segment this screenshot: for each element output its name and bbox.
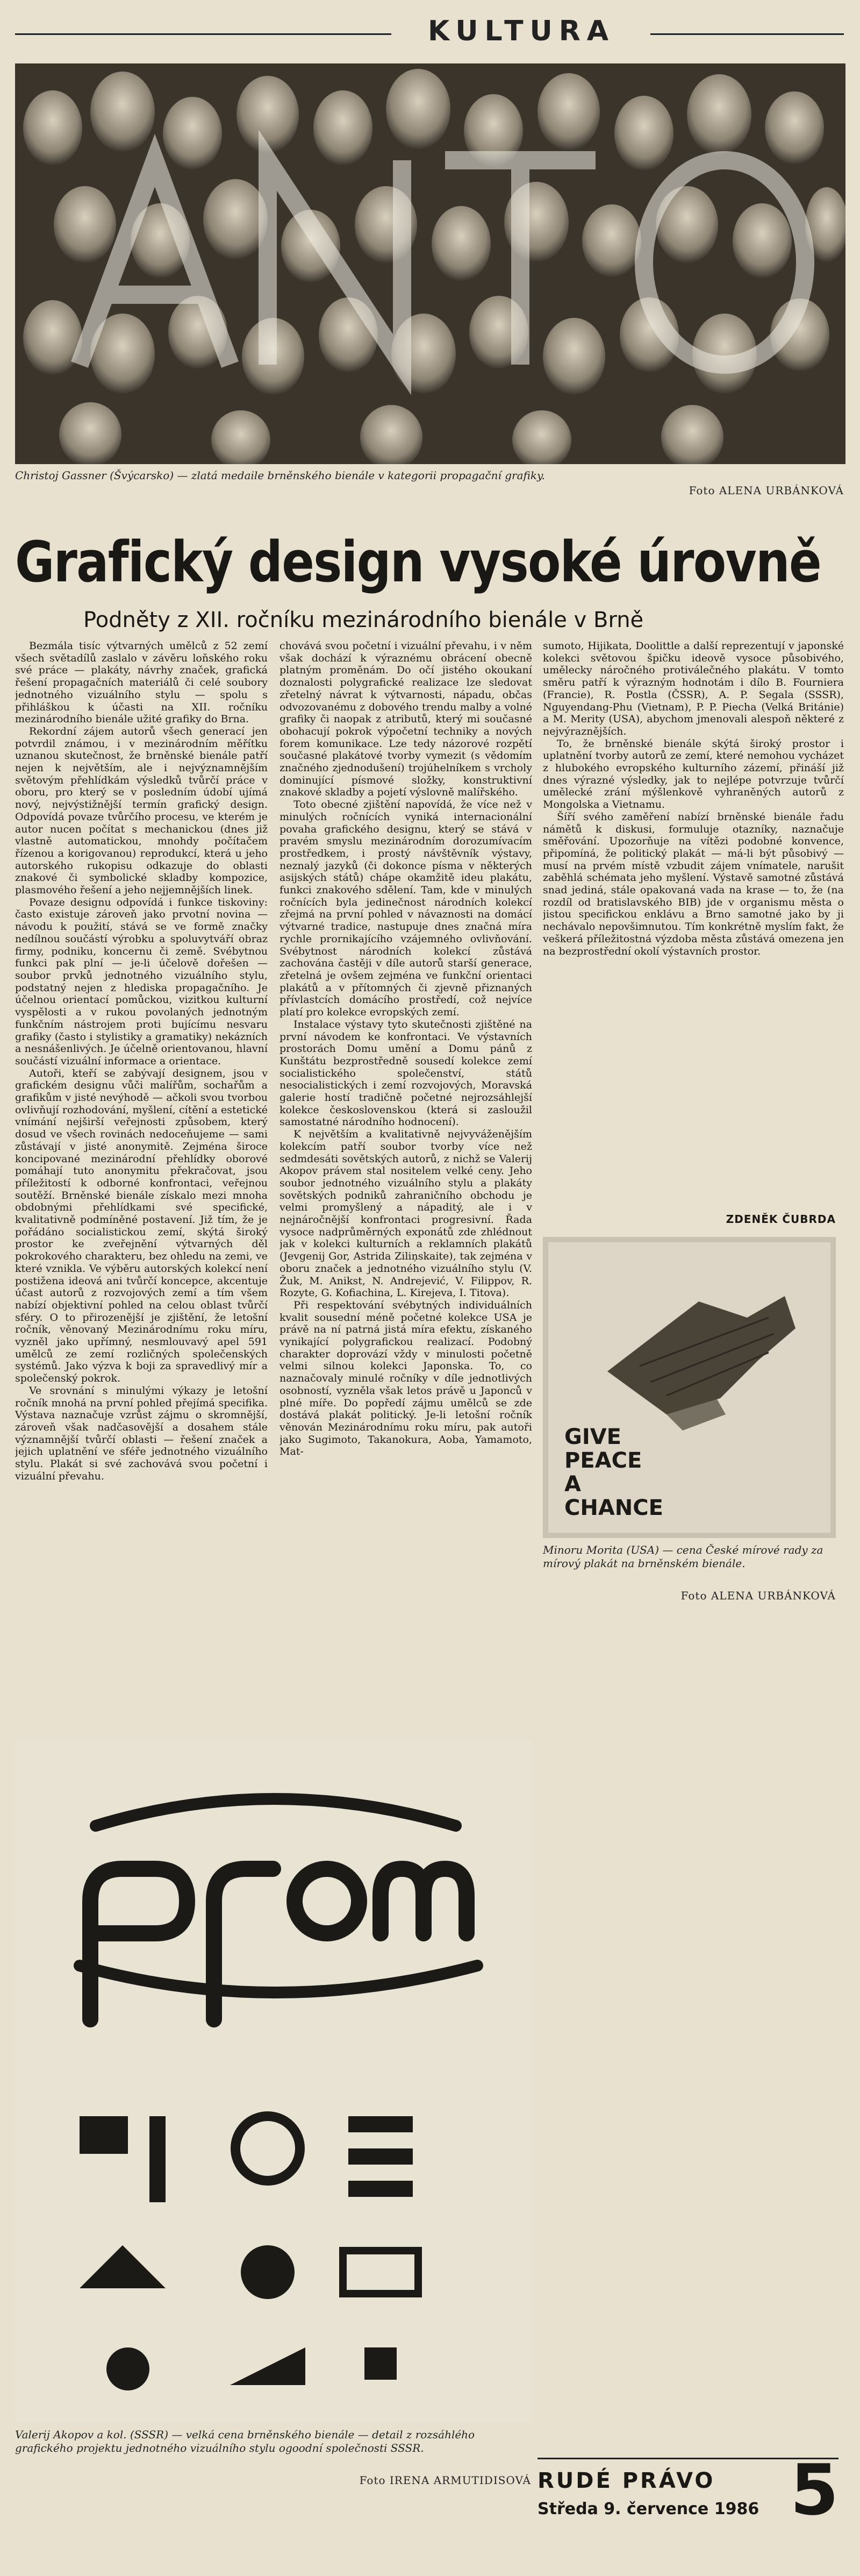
subheadline: Podněty z XII. ročníku mezinárodního bienále v Brně [83,608,644,632]
peace-poster-credit-wrap [543,1589,836,1604]
poster-text [564,1425,726,1520]
headline: Grafický design vysoké úrovně [15,529,821,595]
paragraph: Instalace výstavy tyto skutečnosti zjištěné na první návodem ke konfrontaci. Ve výstavních prostorách Domu umění a Domu pánů z Kunštátu bezprostředně sousedí kolekce zemí socialistického společenství, států nesocialistických i zemí rozvojových, Moravská galerie hostí tradičně početné nejrozsáhlejší kolekce československou (která si zasloužil samostatné národního hodnocení). [280,1018,532,1128]
paragraph: Ve srovnání s minulými výkazy je letošní ročník mnohá na první pohled přejímá specifika. Výstava naznačuje vzrůst zájmu o skromnější, zároveň však nadčasovější a dosahem stále významnější tvůrčí oblasti — řešení značek a jejich uplatnění ve sféře jednotného vizuálního stylu. Plakát si své zachovává svou početní i vizuální převahu. [15,1384,268,1482]
section-title: KULTURA [427,15,615,47]
article-column-1 [15,640,268,1732]
promo-logo-photo [15,1740,531,2423]
paragraph: Rekordní zájem autorů všech generací jen potvrdil známou, i v mezinárodním měřítku uznanou skutečnost, že brněnské bienále patří nejen k největším, ale i nejvýznamnějším světovým přehlídkám výsledků tvůrčí práce v oboru, pro který se v posledním údobí ujímá nový, nejvýstižnější termín grafický design. Odpovídá povaze tvůrčího procesu, ve kterém je autor nucen počítat s mechanickou (dnes již vlastně automatickou, mnohdy počítačem řízenou a korigovanou) reprodukcí, která u jeho autorského rukopisu odkazuje do oblasti znakové či symbolické skladby kompozice, plasmového řešení a jeho nejjemnějších linek. [15,725,268,896]
paragraph: Šíří svého zaměření nabízí brněnské bienále řadu námětů k diskusi, formuluje otazníky, naznačuje směřování. Upozorňuje na vítězi podobné konvence, připomíná, že politický plakát — má-li být působivý — musí na prvém místě vzbudit zájem vnímatele, narušit zaběhlá schémata jeho myšlení. Výstavě samotné zůstává snad jediná, stále opakovaná vada na krase — to, že (na rozdíl od bratislavského BIB) jde v organismu města o jistou specifickou enklávu a Brno samotné jako by ji nechávalo nepovšimnutou. Tím konkrétně myslím fakt, že veškerá příležitostná výzdoba města zůstává omezena jen na bezprostřední okolí výstavních prostor. [543,810,844,957]
promo-credit: Foto IRENA ARMUTIDISOVÁ [359,2474,531,2487]
paragraph: sumoto, Hijikata, Doolittle a další reprezentují v japonské kolekci světovou špičku ideově vysoce působivého, umělecky náročného protiválečného plakátu. V tomto směru patří k výrazným hodnotám i dílo B. Fourniera (Francie), R. Postla (ČSSR), A. P. Segala (SSSR), Nguyendang-Phu (Vietnam), P. P. Piecha (Velká Británie) a M. Merity (USA), abychom jmenovali alespoň některé z nejvýraznějších. [543,640,844,737]
paragraph: Toto obecné zjištění napovídá, že více než v minulých ročnících vyniká internacionální povaha grafického designu, který se stává v pravém smyslu mezinárodním dorozumívacím prostředkem, i prostý návštěvník výstavy, neznalý jazyků (či dokonce písma v některých asijských států) chápe okamžitě ideu plakátu, funkci znakového sdělení. Tam, kde v minulých ročnících byla jedinečnost národních kolekcí zřejmá na první pohled v návaznosti na domácí výtvarné tradice, nastupuje dnes značná míra rychle prornikajícího vzájemného ovlivňování. Svébytnost národních kolekcí zůstává zachována častěji v díle autorů starší generace, zřetelná je ovšem zejména ve funkční orientaci plakátů a v přítomných či zjevně přiznaných přívlastcích domácího prostředí, což nejvíce platí pro kolekce evropských zemí. [280,799,532,1019]
paragraph: chovává svou početní i vizuální převahu, i v něm však dochází k výraznému obrácení obecně platným proměnám. Do očí jistého okoukaní doznalosti polygrafické realizace lze sledovat zřetelný návrat k výtvarnosti, nápadu, občas odvozovanému z dobového trendu malby a volné grafiky či naopak z atributů, který mi současné obohacují pokrok výpočetní techniky a nových forem komunikace. Lze tedy názorové rozpětí současné plakátové tvorby vymezit (s vědomím značného zjednodušení) trojúhelníkem s vrcholy dominující písmové složky, konstruktivní znakové skladby a pojetí výslovně malířského. [280,640,532,799]
issue-date: Středa 9. července 1986 [538,2500,759,2518]
poster-text-line: PEACE [564,1448,642,1473]
poster-text-line: GIVE [564,1425,621,1449]
poster-text-line: CHANCE [564,1496,663,1520]
promo-logo-image [15,1740,531,2423]
paragraph: Autoři, kteří se zabývají designem, jsou v grafickém designu vůči malířům, sochařům a grafikům v jisté nevýhodě — ačkoli svou tvorbou ovlivňují rozhodování, myšlení, cítění a estetické vnímání nejširší veřejnosti způsobem, který dosud ve všech rovinách nedoceňujeme — sami zůstávají v jisté anonymitě. Zejména široce koncipované mezinárodní přehlídky oborové pomáhají tuto anonymitu překračovat, jsou příležitostí k odborné konfrontaci, veřejnou soutěží. Brněnské bienále získalo mezi mnoha obdobnými přehlídkami své specifické, kvalitativně podmíněné postavení. Již tím, že je pořádáno socialistickou zemí, skýtá široký prostor ke zveřejnění výtvarných děl pokrokového charakteru, bez ohledu na zemi, ve které vznikla. Ve výběru autorských kolekcí není postižena ideová ani tvůrčí koncepce, akcentuje účast autorů z rozvojových zemí a tím všem nabízí objektivní pohled na celou oblast tvůrčí sféry. O to přirozenější je zjištění, že letošní ročník, věnovaný Mezinárodnímu roku míru, vyzněl jako upřímný, nesmlouvavý apel 591 umělců ze zemí rozličných společenských systémů. Jako výzva k boji za spravedlivý mír a společenský pokrok. [15,1067,268,1385]
promo-credit-wrap [15,2474,531,2489]
article-column-2 [280,640,532,1732]
peace-poster-photo [543,1237,836,1538]
article-author: ZDENĚK ČUBRDA [726,1213,836,1226]
peace-poster-credit: Foto ALENA URBÁNKOVÁ [680,1589,836,1602]
paragraph: Povaze designu odpovídá i funkce tiskoviny: často existuje zároveň jako prvotní novina — návodu k použití, stává se ve formě značky nedílnou součástí výrobku a spoluvytváří obraz firmy, podniku, koncernu či země. Svébytnou funkci pak plní — je-li účelově dořešen — soubor prvků jednotného vizuálního stylu, podstatný nejen z hlediska propagačního. Je účelnou orientací pomůckou, vizitkou kulturní vyspělosti a v rukou povolaných jednotným funkčním nástrojem proti bujícímu nesvaru grafiky (často i stylistiky a gramatiky) nekázních a nesnášenlivých. Je účelně orientovanou, hlavní součástí vizuální informace a orientace. [15,896,268,1067]
poster-text-line: A [564,1472,581,1497]
header-rule-right [650,33,844,35]
newspaper-name: RUDÉ PRÁVO [538,2468,715,2493]
peace-poster-caption: Minoru Morita (USA) — cena České mírové rady za mírový plakát na brněnském bienále. [543,1543,823,1570]
paragraph: To, že brněnské bienále skýtá široký prostor i uplatnění tvorby autorů ze zemí, které nemohou vycházet z hlubokého evropského kulturního zázemí, přináší již dnes výrazné výsledky, jak to nejlépe potvrzuje tvůrčí umělecké zrání mýšlenkově vyhraněných autorů z Mongolska a Vietnamu. [543,737,844,811]
paragraph: Při respektování svébytných individuálních kvalit sousední méně početné kolekce USA je právě na ní patrná jistá míra efektu, získaného vynikající polygrafickou realizací. Podobný charakter doprovází vždy v minulosti početně velmi silnou kolekci Japonska. To, co naznačovaly minulé ročníky v díle jednotlivých osobností, vyzněla však letos právě u Japonců v plné míře. Do popředí zájmu umělců se zde dostává plakát politický. Je-li letošní ročník věnován Mezinárodnímu roku míru, pak autoři jako Sugimoto, Takanokura, Aoba, Yamamoto, Mat- [280,1299,532,1458]
top-photo-credit-wrap [538,484,844,500]
page-number: 5 [790,2449,839,2531]
top-photo [15,63,845,464]
paragraph: Bezmála tisíc výtvarných umělců z 52 zemí všech světadílů zaslalo v závěru loňského roku své práce — plakáty, návrhy značek, grafická řešení propagačních materiálů či celé soubory jednotného vizuálního stylu — spolu s přihláškou k účasti na XII. ročníku mezinárodního bienále užité grafiky do Brna. [15,640,268,725]
portraits-collage-image [15,63,845,464]
paragraph: K největším a kvalitativně nejvyváženějším kolekcím patří soubor tvorby více než sedmdesáti sovětských autorů, z nichž se Valerij Akopov právem stal nositelem velké ceny. Jeho soubor jednotného vizuálního stylu a plakáty sovětských podniků zahraničního obchodu je velmi promyšlený a nápaditý, ale i v nejnáročnější konfrontaci progresivní. Řada vysoce nadprůměrných exponátů zde zhlédnout jak v kolekci kulturních a reklamních plakátů (Jevgenij Gor, Astrida Ziliņskaite), tak zejména v oboru značek a jednotného vizuálního stylu (V. Žuk, M. Anikst, N. Andrejević, V. Filippov, R. Rozyte, G. Kofiachina, L. Kirejeva, I. Titova). [280,1128,532,1299]
promo-caption: Valerij Akopov a kol. (SSSR) — velká cena brněnského bienále — detail z rozsáhlého grafického projektu jednotného vizuálního stylu ogoodní společnosti SSSR. [15,2428,475,2454]
top-photo-caption: Christoj Gassner (Švýcarsko) — zlatá medaile brněnského bienále v kategorii propagační grafiky. [15,469,545,482]
top-photo-credit: Foto ALENA URBÁNKOVÁ [689,484,844,497]
article-column-3 [543,640,844,1205]
header-rule-left [15,33,391,35]
